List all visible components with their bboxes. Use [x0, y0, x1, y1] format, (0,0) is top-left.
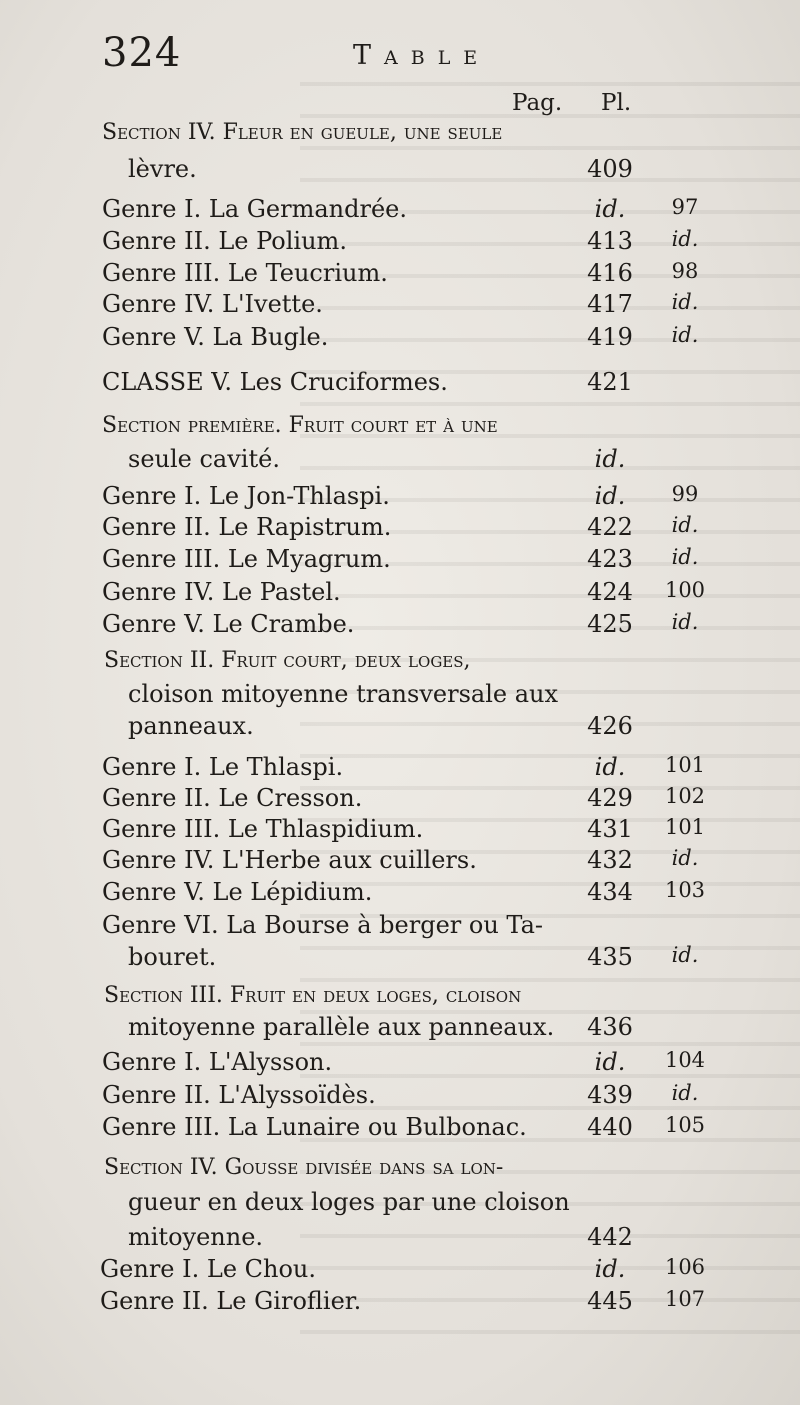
entry-text: Genre II. Le Rapistrum. [102, 513, 392, 541]
entry-text: gueur en deux loges par une cloison [128, 1188, 570, 1216]
entry-text: Genre I. L'Alysson. [102, 1048, 333, 1076]
entry-page: 425 [587, 610, 633, 638]
entry-plate: 102 [664, 784, 706, 808]
entry-page: 431 [587, 815, 633, 843]
entry-text: Genre III. Le Myagrum. [102, 545, 391, 573]
entry-text: mitoyenne parallèle aux panneaux. [128, 1013, 555, 1041]
entry-text: Genre II. Le Giroflier. [100, 1287, 362, 1315]
entry-text: bouret. [128, 943, 217, 971]
toc-entry [0, 445, 800, 485]
toc-entry [0, 155, 800, 195]
entry-page: id. [594, 195, 626, 223]
entry-plate: 101 [664, 815, 706, 839]
toc-entry [0, 368, 800, 408]
entry-page: 439 [587, 1081, 633, 1109]
entry-page: 409 [587, 155, 633, 183]
toc-entry [0, 1113, 800, 1153]
entry-plate: 104 [664, 1048, 706, 1072]
entry-page: 442 [587, 1223, 633, 1251]
toc-entry [0, 610, 800, 650]
entry-text: Genre VI. La Bourse à berger ou Ta- [102, 911, 543, 939]
running-title: Table [353, 40, 491, 71]
entry-page: 436 [587, 1013, 633, 1041]
entry-plate: id. [671, 1081, 699, 1105]
entry-text: mitoyenne. [128, 1223, 264, 1251]
toc-entry [0, 323, 800, 363]
entry-page: 445 [587, 1287, 633, 1315]
entry-text: Genre V. Le Lépidium. [102, 878, 373, 906]
entry-text: Genre I. Le Chou. [100, 1255, 316, 1283]
entry-page: 423 [587, 545, 633, 573]
entry-text: Genre II. Le Polium. [102, 227, 347, 255]
entry-plate: id. [671, 610, 699, 634]
entry-text: Genre III. Le Teucrium. [102, 259, 388, 287]
entry-page: 422 [587, 513, 633, 541]
entry-page: 435 [587, 943, 633, 971]
entry-text: Section IV. Fleur en gueule, une seule [102, 120, 503, 145]
entry-plate: 103 [664, 878, 706, 902]
entry-page: id. [594, 753, 626, 781]
entry-text: Section III. Fruit en deux loges, cloison [104, 983, 522, 1008]
toc-entry [0, 1287, 800, 1327]
entry-text: Genre IV. L'Ivette. [102, 290, 323, 318]
entry-text: Genre V. La Bugle. [102, 323, 329, 351]
entry-plate: id. [671, 943, 699, 967]
entry-text: Genre I. Le Jon-Thlaspi. [102, 482, 390, 510]
entry-page: id. [594, 1048, 626, 1076]
entry-text: Genre III. Le Thlaspidium. [102, 815, 424, 843]
entry-text: Genre I. Le Thlaspi. [102, 753, 344, 781]
toc-entry [0, 120, 800, 160]
entry-page: 429 [587, 784, 633, 812]
entry-page: id. [594, 1255, 626, 1283]
entry-page: 421 [587, 368, 633, 396]
entry-plate: 98 [671, 259, 699, 283]
entry-page: 417 [587, 290, 633, 318]
entry-text: panneaux. [128, 712, 254, 740]
entry-page: 426 [587, 712, 633, 740]
entry-plate: 99 [671, 482, 699, 506]
entry-text: Section IV. Gousse divisée dans sa lon- [104, 1155, 504, 1180]
entry-text: lèvre. [128, 155, 197, 183]
entry-plate: 107 [664, 1287, 706, 1311]
toc-entry [0, 1188, 800, 1228]
entry-text: cloison mitoyenne transversale aux [128, 680, 558, 708]
entry-plate: id. [671, 323, 699, 347]
entry-page: 419 [587, 323, 633, 351]
entry-page: 440 [587, 1113, 633, 1141]
entry-page: 413 [587, 227, 633, 255]
entry-plate: 101 [664, 753, 706, 777]
entry-plate: id. [671, 846, 699, 870]
entry-text: Section II. Fruit court, deux loges, [104, 648, 471, 673]
entry-text: Genre II. Le Cresson. [102, 784, 363, 812]
entry-page: 424 [587, 578, 633, 606]
entry-text: Section première. Fruit court et à une [102, 413, 498, 438]
entry-page: 432 [587, 846, 633, 874]
entry-plate: 100 [664, 578, 706, 602]
entry-text: seule cavité. [128, 445, 280, 473]
entry-page: 434 [587, 878, 633, 906]
entry-text: Genre IV. Le Pastel. [102, 578, 341, 606]
toc-entry [0, 943, 800, 983]
toc-entry [0, 1013, 800, 1053]
entry-plate: 105 [664, 1113, 706, 1137]
entry-plate: 97 [671, 195, 699, 219]
entry-plate: id. [671, 545, 699, 569]
entry-text: Genre V. Le Crambe. [102, 610, 355, 638]
entry-text: Genre III. La Lunaire ou Bulbonac. [102, 1113, 527, 1141]
entry-page: 416 [587, 259, 633, 287]
entry-plate: id. [671, 227, 699, 251]
page-number: 324 [102, 30, 182, 76]
column-header-page: Pag. [512, 90, 563, 116]
entry-text: Genre II. L'Alyssoïdès. [102, 1081, 376, 1109]
toc-entry [0, 712, 800, 752]
entry-plate: id. [671, 290, 699, 314]
entry-page: id. [594, 445, 626, 473]
entry-plate: 106 [664, 1255, 706, 1279]
column-header-plate: Pl. [601, 90, 632, 116]
entry-text: Genre IV. L'Herbe aux cuillers. [102, 846, 477, 874]
entry-text: CLASSE V. Les Cruciformes. [102, 368, 448, 396]
entry-page: id. [594, 482, 626, 510]
entry-plate: id. [671, 513, 699, 537]
entry-text: Genre I. La Germandrée. [102, 195, 407, 223]
